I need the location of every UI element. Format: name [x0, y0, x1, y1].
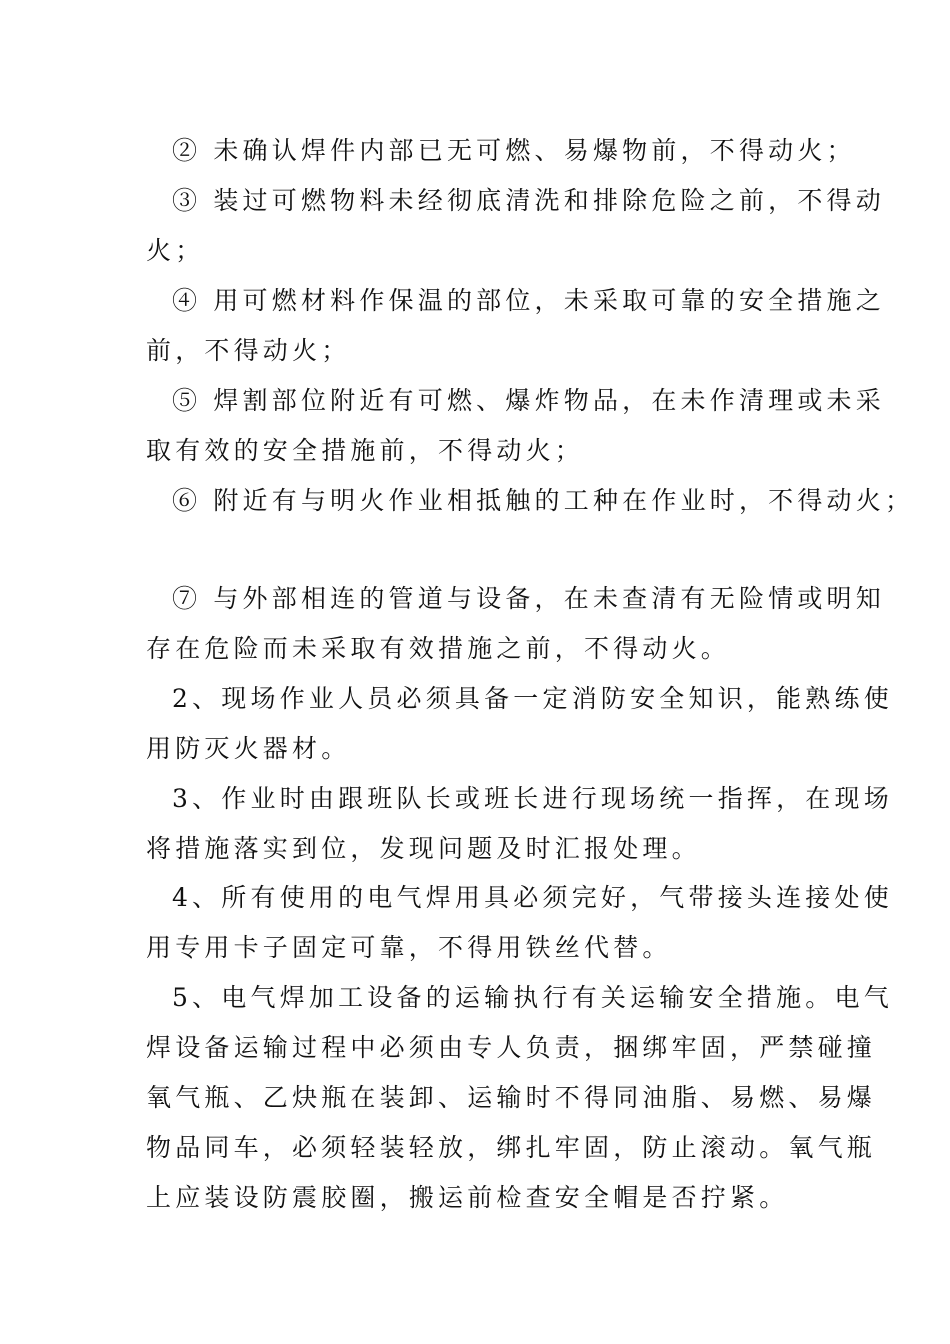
item-7-line-1: ⑦ 与外部相连的管道与设备，在未查清有无险情或明知 [172, 584, 885, 613]
para-3-line-2: 将措施落实到位，发现问题及时汇报处理。 [146, 834, 701, 863]
para-3-line-1: 3、作业时由跟班队长或班长进行现场统一指挥，在现场 [172, 784, 893, 813]
para-4-line-2: 用专用卡子固定可靠，不得用铁丝代替。 [146, 933, 672, 962]
para-5-line-1: 5、电气焊加工设备的运输执行有关运输安全措施。电气 [172, 983, 893, 1012]
item-5-line-1: ⑤ 焊割部位附近有可燃、爆炸物品，在未作清理或未采 [172, 386, 885, 415]
para-5-line-4: 物品同车，必须轻装轻放，绑扎牢固，防止滚动。氧气瓶 [146, 1133, 877, 1162]
item-2-line-1: ② 未确认焊件内部已无可燃、易爆物前，不得动火； [172, 136, 856, 165]
item-4-line-1: ④ 用可燃材料作保温的部位，未采取可靠的安全措施之 [172, 286, 885, 315]
para-2-line-1: 2、现场作业人员必须具备一定消防安全知识，能熟练使 [172, 684, 893, 713]
para-4-line-1: 4、所有使用的电气焊用具必须完好，气带接头连接处使 [172, 883, 893, 912]
item-3-line-2: 火； [146, 236, 205, 265]
para-5-line-2: 焊设备运输过程中必须由专人负责，捆绑牢固，严禁碰撞 [146, 1033, 877, 1062]
para-5-line-5: 上应装设防震胶圈，搬运前检查安全帽是否拧紧。 [146, 1183, 789, 1212]
item-4-line-2: 前，不得动火； [146, 336, 351, 365]
para-2-line-2: 用防灭火器材。 [146, 734, 351, 763]
item-5-line-2: 取有效的安全措施前，不得动火； [146, 436, 585, 465]
item-6-line-1: ⑥ 附近有与明火作业相抵触的工种在作业时，不得动火； [172, 486, 915, 515]
item-3-line-1: ③ 装过可燃物料未经彻底清洗和排除危险之前，不得动 [172, 186, 885, 215]
para-5-line-3: 氧气瓶、乙炔瓶在装卸、运输时不得同油脂、易燃、易爆 [146, 1083, 877, 1112]
item-7-line-2: 存在危险而未采取有效措施之前，不得动火。 [146, 634, 731, 663]
